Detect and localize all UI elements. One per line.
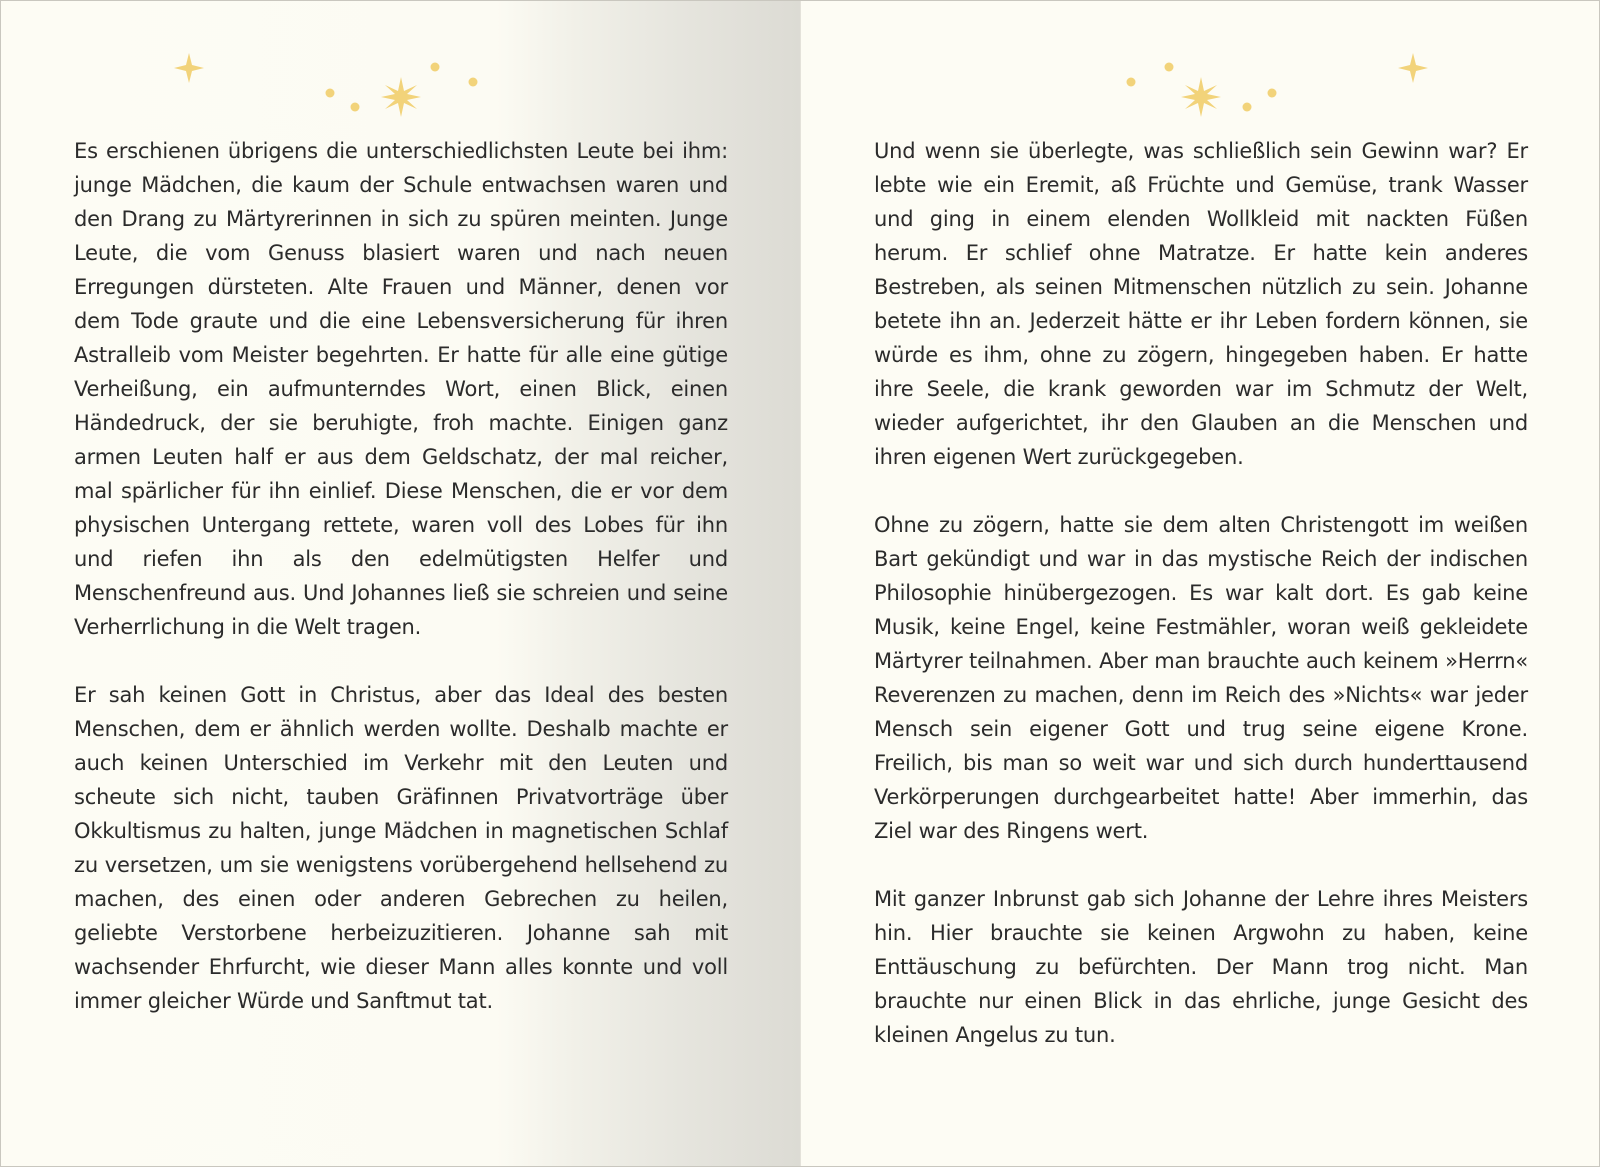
- sparkle-stars-icon: [161, 41, 501, 121]
- paragraph: Es erschienen übrigens die unterschiedlichsten Leute bei ihm: junge Mädchen, die kaum der Schule entwachsen waren und den Drang zu Märtyrerinnen in sich zu spüren meinten. Junge Leute, die vom Genuss blasiert waren und nach neuen Erregungen dürsteten. Alte Frauen und Männer, denen vor dem Tode graute und die eine Lebensversicherung für ihren Astralleib vom Meister begehrten. Er hatte für alle eine gütige Verheißung, ein aufmunterndes Wort, einen Blick, einen Händedruck, der sie beruhigte, froh machte. Einigen ganz armen Leuten half er aus dem Geldschatz, der mal reicher, mal spärlicher für ihn einlief. Diese Menschen, die er vor dem physischen Untergang rettete, waren voll des Lobes für ihn und riefen ihn als den edelmütigsten Helfer und Menschenfreund aus. Und Johannes ließ sie schreien und seine Verherrlichung in die Welt tragen.: [74, 139, 728, 639]
- paragraph: Er sah keinen Gott in Christus, aber das Ideal des besten Menschen, dem er ähnlich werden wollte. Deshalb machte er auch keinen Unterschied im Verkehr mit den Leuten und scheute sich nicht, tauben Gräfinnen Privatvorträge über Okkultismus zu halten, junge Mädchen in magnetischen Schlaf zu versetzen, um sie wenigstens vorübergehend hellsehend zu machen, des einen oder anderen Gebrechen zu heilen, geliebte Verstorbene herbeizuzitieren. Johanne sah mit wachsender Ehrfurcht, wie dieser Mann alles konnte und voll immer gleicher Würde und Sanftmut tat.: [74, 683, 728, 1013]
- paragraph: Und wenn sie überlegte, was schließlich sein Gewinn war? Er lebte wie ein Eremit, aß Früchte und Gemüse, trank Wasser und ging in einem elenden Wollkleid mit nackten Füßen herum. Er schlief ohne Matratze. Er hatte kein anderes Bestreben, als seinen Mitmenschen nützlich zu sein. Johanne betete ihn an. Jederzeit hätte er ihr Leben fordern können, sie würde es ihm, ohne zu zögern, hingegeben haben. Er hatte ihre Seele, die krank geworden war im Schmutz der Welt, wieder aufgerichtet, ihr den Glauben an die Menschen und ihren eigenen Wert zurückgegeben.: [874, 139, 1528, 469]
- left-page-text: [74, 134, 728, 1052]
- paragraph: Ohne zu zögern, hatte sie dem alten Christengott im weißen Bart gekündigt und war in das mystische Reich der indischen Philosophie hinübergezogen. Es war kalt dort. Es gab keine Musik, keine Engel, keine Festmähler, woran weiß gekleidete Märtyrer teilnahmen. Aber man brauchte auch keinem »Herrn« Reverenzen zu machen, denn im Reich des »Nichts« war jeder Mensch sein eigener Gott und trug seine eigene Krone. Freilich, bis man so weit war und sich durch hunderttausend Verkörperungen durchgearbeitet hatte! Aber immerhin, das Ziel war des Ringens wert.: [874, 513, 1528, 843]
- paragraph: Mit ganzer Inbrunst gab sich Johanne der Lehre ihres Meisters hin. Hier brauchte sie keinen Argwohn zu haben, keine Enttäuschung zu befürchten. Der Mann trog nicht. Man brauchte nur einen Blick in das ehrliche, junge Gesicht des kleinen Angelus zu tun.: [874, 887, 1528, 1047]
- right-page-text: [874, 134, 1528, 1086]
- sparkle-stars-icon: [1101, 41, 1441, 121]
